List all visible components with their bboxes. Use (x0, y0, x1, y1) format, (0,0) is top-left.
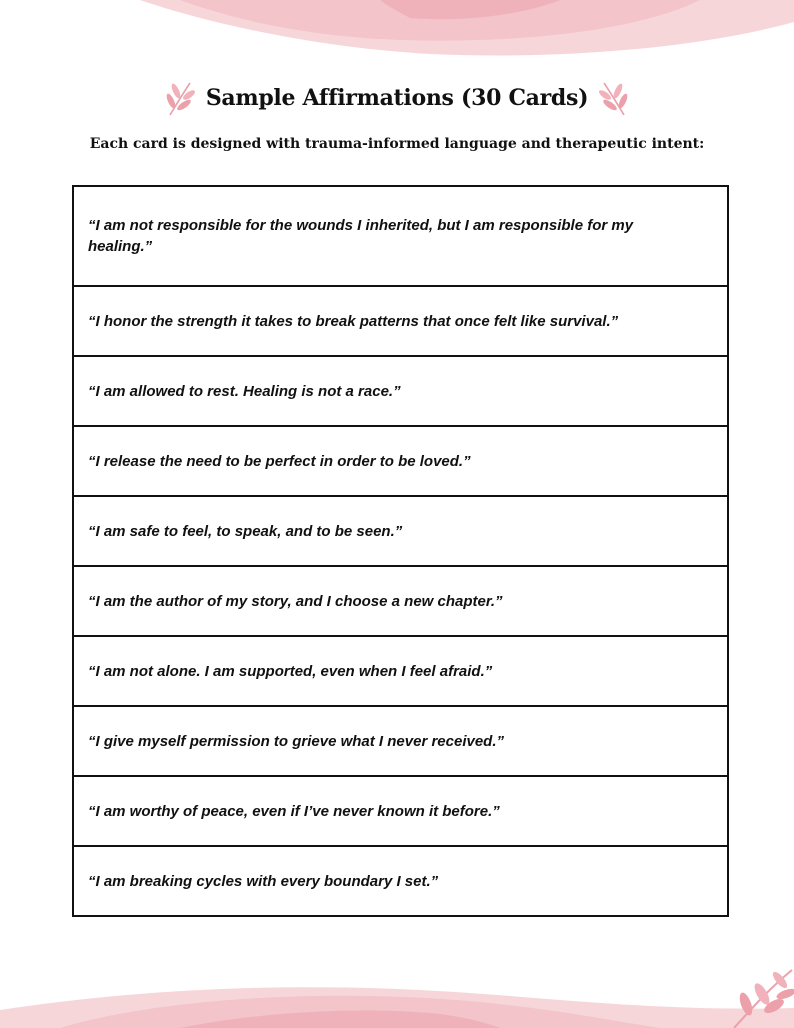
corner-leaf-icon (724, 966, 794, 1028)
affirmation-card: “I am safe to feel, to speak, and to be seen.” (74, 495, 727, 565)
page-title: Sample Affirmations (30 Cards) (205, 85, 589, 111)
affirmation-card: “I give myself permission to grieve what I never received.” (74, 705, 727, 775)
affirmation-card: “I release the need to be perfect in order to be loved.” (74, 425, 727, 495)
page-subtitle: Each card is designed with trauma-informed language and therapeutic intent: (89, 136, 705, 152)
leaf-sprig-icon (162, 79, 196, 117)
bottom-watercolor-wash (0, 968, 794, 1028)
title-row (0, 76, 794, 120)
affirmation-card: “I am the author of my story, and I choose a new chapter.” (74, 565, 727, 635)
affirmation-card: “I am allowed to rest. Healing is not a race.” (74, 355, 727, 425)
leaf-sprig-icon (598, 79, 632, 117)
affirmation-card: “I am not responsible for the wounds I inherited, but I am responsible for my healing.” (88, 217, 634, 255)
affirmation-card: “I honor the strength it takes to break patterns that once felt like survival.” (74, 285, 727, 355)
affirmation-card: “I am breaking cycles with every boundary I set.” (74, 845, 727, 915)
affirmation-card: “I am worthy of peace, even if I’ve never known it before.” (74, 775, 727, 845)
affirmation-card: “I am not alone. I am supported, even when I feel afraid.” (74, 635, 727, 705)
affirmation-card-table (72, 185, 729, 917)
top-watercolor-wash (0, 0, 794, 70)
